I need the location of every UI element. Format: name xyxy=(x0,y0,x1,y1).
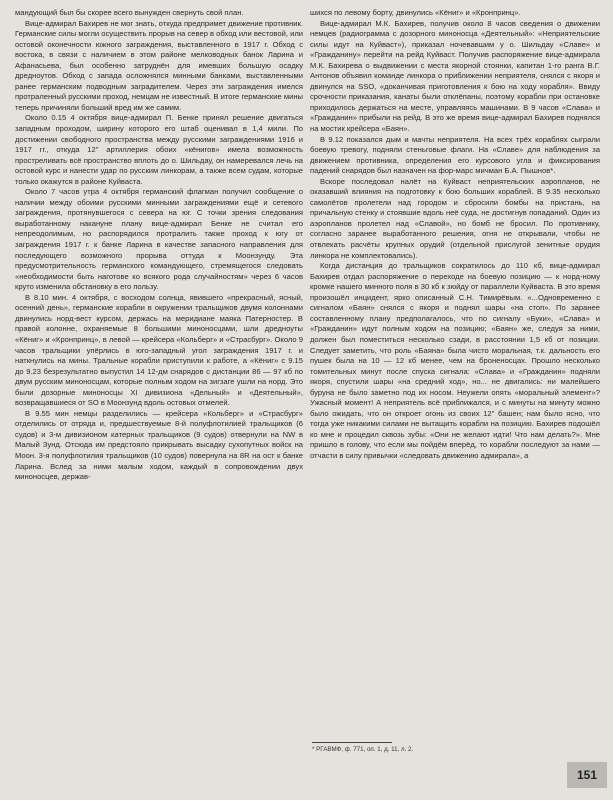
paragraph: Когда дистанция до тральщиков сократилось до 110 кб, вице-адмирал Бахирев отдал распоряжение о переходе на боевую позицию — к норд-ному кромке нашего минного поля в 30 кб к зюйду от параллели Куйваста. В это время произошёл инцидент, ярко описанный С.Н. Тимирёвым. «...Одновременно с сигналом «Баян» снялся с якоря и поднял шары «на стоп». По заранее составленному плану предполагалось, что по сигналу «Буки», «Слава» и «Гражданин» идут полным ходом на позицию; «Баян» же, следуя за ними, должен был поместиться несколько сзади, в расстоянии 1,5 кб от позиции. Следует заметить, что роль «Баяна» была чисто моральная, т.к. дальность его пушек была на 10 — 12 кб менее, чем на броненосцах. Прошло несколько томительных минут после спуска сигнала: «Слава» и «Гражданин» подняли якоря, спустили шары «на средний ход», но... не двигались: ни малейшего буруна не было заметно под их носом. Неужели опять «моральный элемент»? Ужасный момент! А неприятель всё приближался, и с минуты на минуту можно было ожидать, что он откроет огонь из своих 12" башен; нам было ясно, что тогда уже никакими силами не вытащить корабли на позицию. Бахирев подошёл ко мне и процедил сквозь зубы: «Они не желают идти! Что нам делать?». Мне пришло в голову, что если мы пойдём вперёд, то корабли последуют за нами — отчасти в силу привычки «следовать движению адмирала», а xyxy=(310,261,600,460)
paragraph: В 9.12 показался дым и мачты неприятеля. На всех трёх кораблях сыграли боевую тревогу, подняли стеньговые флаги. На «Славе» для наблюдения за движением противника, определения его курсового угла и фиксирования падений снарядов был назначен на фор-марс мичман Б.А. Пышнов*. xyxy=(310,134,600,176)
paragraph: Около 0.15 4 октября вице-адмирал П. Бенке принял решение двигаться западным проходом, ширину которого его штаб оценивал в 1,4 мили. По достижении свободного пространства между русскими заграждениями 1916 и 1917 гг., откуда 12" артиллерия обоих «кёнигов» имела возможность простреливать всё пространство вплоть до о. Шильдау, он намеревался лечь на остовой курс и нанести удар по русским линкорам, а также всем судам, которые только окажутся в районе Куйваста. xyxy=(15,113,303,186)
paragraph: В 8.10 мин. 4 октября, с восходом солнца, явившего «прекрасный, ясный, осенний день», германские корабли в окружении тральщиков двумя колоннами двинулись норд-вест курсом, держась на меридиане маяка Патерностер. В правой колонне, охраняемые 8 большими миноносцами, шли дредноуты «Кёниг» и «Кронпринц», в левой — крейсера «Кольберг» и «Страсбург». Около 9 часов тральщики упёрлись в юго-западный угол заграждения 1917 г. и наткнулись на мины. Тральные корабли приступили к работе, а «Кёниг» с 9.15 до 9.23 безрезультатно выпустил 14 12-дм снарядов с дистанции 86 — 97 кб по двум русским миноносцам, которые полным ходом на зигзаге ушли на норд. Это были дозорные миноносцы XI дивизиона «Дельный» и «Деятельный», возвращавшиеся от SO в Моонзунд вдоль остовых отмелей. xyxy=(15,292,303,408)
paragraph: мандующий был бы скорее всего вынужден свернуть свой план. xyxy=(15,8,244,17)
paragraph: Вице-адмирал Бахирев не мог знать, откуда предпримет движение противник. Германские силы могли осуществить прорыв на север в обход или вестовой, или остовой оконечности южного заграждения, выставленного в 1917 г. Обход с востока, в связи с наличием в этом районе мелководных банок Ларина и Афанасьева, был особенно затруднён для имевших большую осадку дредноутов. Обход с запада осложнялся минными банками, выставленными ранее германским подводным заградителем. Через эти заграждения имелся протраленный русскими проход, немцам не известный. В итоге германские мины теперь причиняли больший вред им же самим. xyxy=(15,18,303,112)
footnote-divider xyxy=(312,742,392,743)
paragraph: Вице-адмирал М.К. Бахирев, получив около 8 часов сведения о движении немцев (радиограмма с дозорного миноносца «Деятельный»: «Неприятельские силы идут на Куйваст»), приказал ночевавшим у о. Шильдау «Славе» и «Гражданину» перейти на рейд Куйваст. Получив распоряжение вице-адмирала М.К. Бахирева о выдвижении с места якорной стоянки, капитан 1-го ранга В.Г. Антонов объявил команде линкора о приближении неприятеля, снялся с якоря и двинулся на SSO, «доканчивая приготовления к бою на ходу корабля». Ввиду срочности приказания, канаты были отклёпаны, поэтому корабли при остановке приходилось держаться на месте, управляясь машинами. В 9 часов «Слава» и «Гражданин» прибыли на рейд. В это же время вице-адмирал Бахирев поднялся на мостик крейсера «Баян». xyxy=(310,18,600,134)
paragraph: Вскоре последовал налёт на Куйваст неприятельских аэропланов, не оказавший влияния на подготовку к бою больших кораблей. В 9.35 несколько самолётов пролетели над городом и сбросили бомбы на пристань, на причальную стенку и стоявшие вдоль неё суда, не достигнув попаданий. Один из аэропланов пролетел над «Славой», но бомб не бросил. По противнику, согласно заранее выработанного решения, огня не открывали, чтобы не отвлекать расчёты крупных орудий (отдельной прислугой зенитные орудия линкора не комплектовались). xyxy=(310,176,600,260)
left-column xyxy=(15,8,303,483)
paragraph: шихся по левому борту, двинулись «Кёниг» и «Кронпринц». xyxy=(310,8,521,17)
page-number: 151 xyxy=(567,762,607,788)
right-column xyxy=(310,8,600,462)
paragraph: В 9.55 мин немцы разделились — крейсера «Кольберг» и «Страсбург» отделились от отряда и, предшествуемые 8-й полуфлотилией тральщиков (6 судов) и 3-м дивизионом катерных тральщиков (9 судов) отвернули на NW в Малый Зунд. Отсюда им предстояло прикрывать высадку сухопутных войск на Моон. 3-я полуфлотилия тральщиков (10 судов) повернула на 8R на ост к банке Ларина. Вслед за ними малым ходом, каждый в сопровождении двух миноносцев, держав- xyxy=(15,408,303,482)
paragraph: Около 7 часов утра 4 октября германский флагман получил сообщение о наличии между обоими русскими минными заграждениями ещё и сетевого заграждения, протянувшегося с севера на юг. С точки зрения следования выработанному накануне плану вице-адмирал Бенке не считал его непреодолимым, но распорядился протралить также проход к югу от заграждения 1917 г. к банке Ларина в качестве запасного направления для последующего возможного прорыва оттуда к Моонзунду. Эта предусмотрительность германского командующего, стремящегося следовать «необходимости быть наготове ко всякого рода случайностям» через 6 часов круто изменила обстановку в его пользу. xyxy=(15,187,303,292)
footnote: * РГАВМФ, ф. 771, оп. 1, д. 11, л. 2. xyxy=(312,746,414,753)
